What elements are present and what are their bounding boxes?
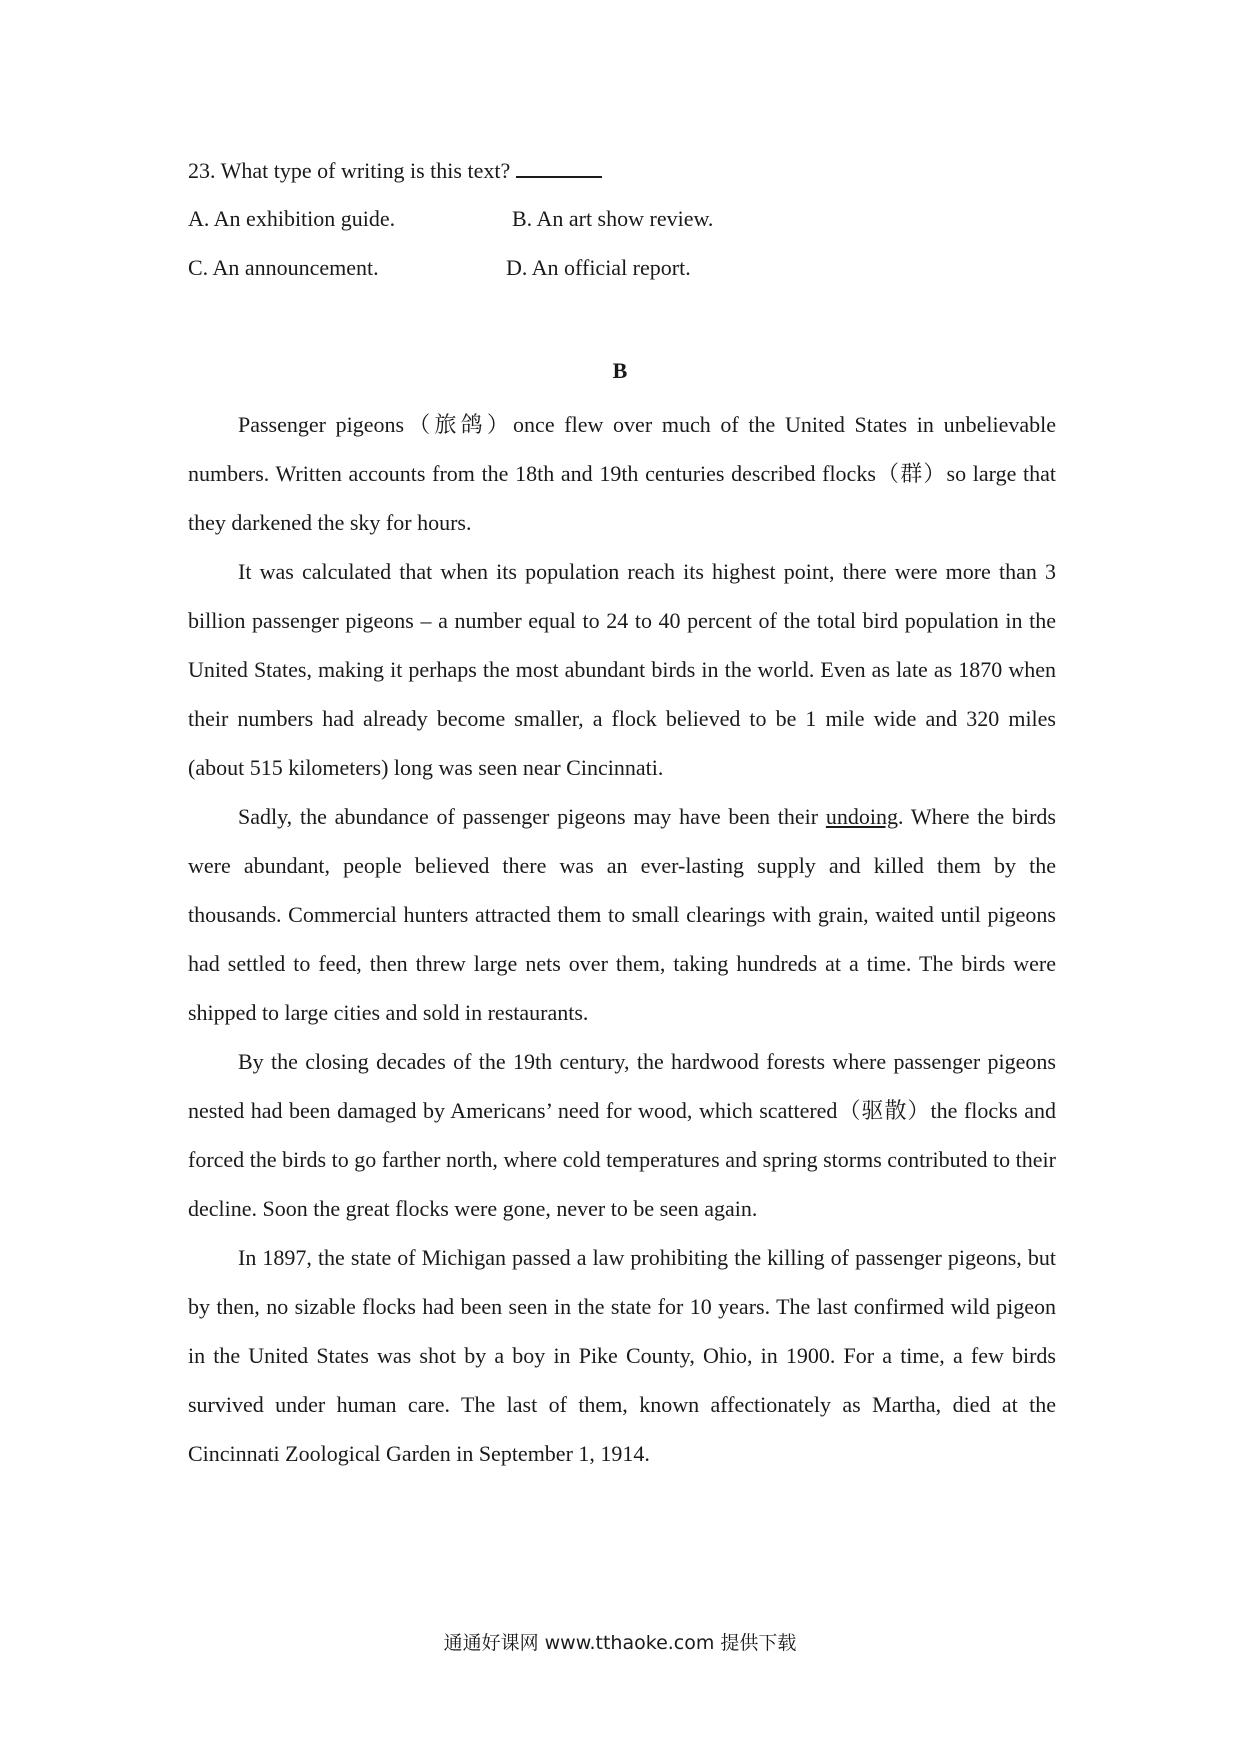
- paragraph-3-start: Sadly, the abundance of passenger pigeons may have been their: [238, 804, 826, 829]
- paragraph-2: It was calculated that when its population reach its highest point, there were more than 3 billion passenger pigeons – a number equal to 24 to 40 percent of the total bird population in the United States, making it perhaps the most abundant birds in the world. Even as late as 1870 when their numbers had already become smaller, a flock believed to be 1 mile wide and 320 miles (about 515 kilometers) long was seen near Cincinnati.: [188, 559, 1056, 780]
- paragraph-4: By the closing decades of the 19th century, the hardwood forests where passenger pigeons nested had been damaged by Americans’ need for wood, which scattered（驱散）the flocks and forced the birds to go farther north, where cold temperatures and spring storms contributed to their decline. Soon the great flocks were gone, never to be seen again.: [188, 1049, 1056, 1221]
- option-a: A. An exhibition guide.: [188, 206, 396, 231]
- option-d: D. An official report.: [506, 255, 691, 280]
- option-c: C. An announcement.: [188, 255, 379, 280]
- question-23: [188, 158, 602, 184]
- paragraph-1: Passenger pigeons（旅鸽）once flew over much of the United States in unbelievable numbers. Written accounts from the 18th and 19th centuries described flocks（群）so large that they darkened the sky for hours.: [188, 412, 1056, 535]
- underlined-word: undoing: [825, 804, 898, 829]
- paragraph-5: In 1897, the state of Michigan passed a law prohibiting the killing of passenger pigeons, but by then, no sizable flocks had been seen in the state for 10 years. The last confirmed wild pigeon in the United States was shot by a boy in Pike County, Ohio, in 1900. For a time, a few birds survived under human care. The last of them, known affectionately as Martha, died at the Cincinnati Zoological Garden in September 1, 1914.: [188, 1245, 1056, 1466]
- section-title: B: [612, 358, 628, 383]
- footer-watermark: 通通好课网 www.tthaoke.com 提供下载: [443, 1632, 797, 1654]
- answer-blank: [516, 158, 602, 178]
- question-text: 23. What type of writing is this text?: [188, 158, 511, 183]
- passage: [188, 400, 1056, 1478]
- option-b: B. An art show review.: [512, 206, 714, 231]
- paragraph-3: [188, 792, 1056, 1037]
- paragraph-3-end: . Where the birds were abundant, people believed there was an ever-lasting supply and killed them by the thousands. Commercial hunters attracted them to small clearings with grain, waited until pigeons had settled to feed, then threw large nets over them, taking hundreds at a time. The birds were shipped to large cities and sold in restaurants.: [188, 804, 1056, 1025]
